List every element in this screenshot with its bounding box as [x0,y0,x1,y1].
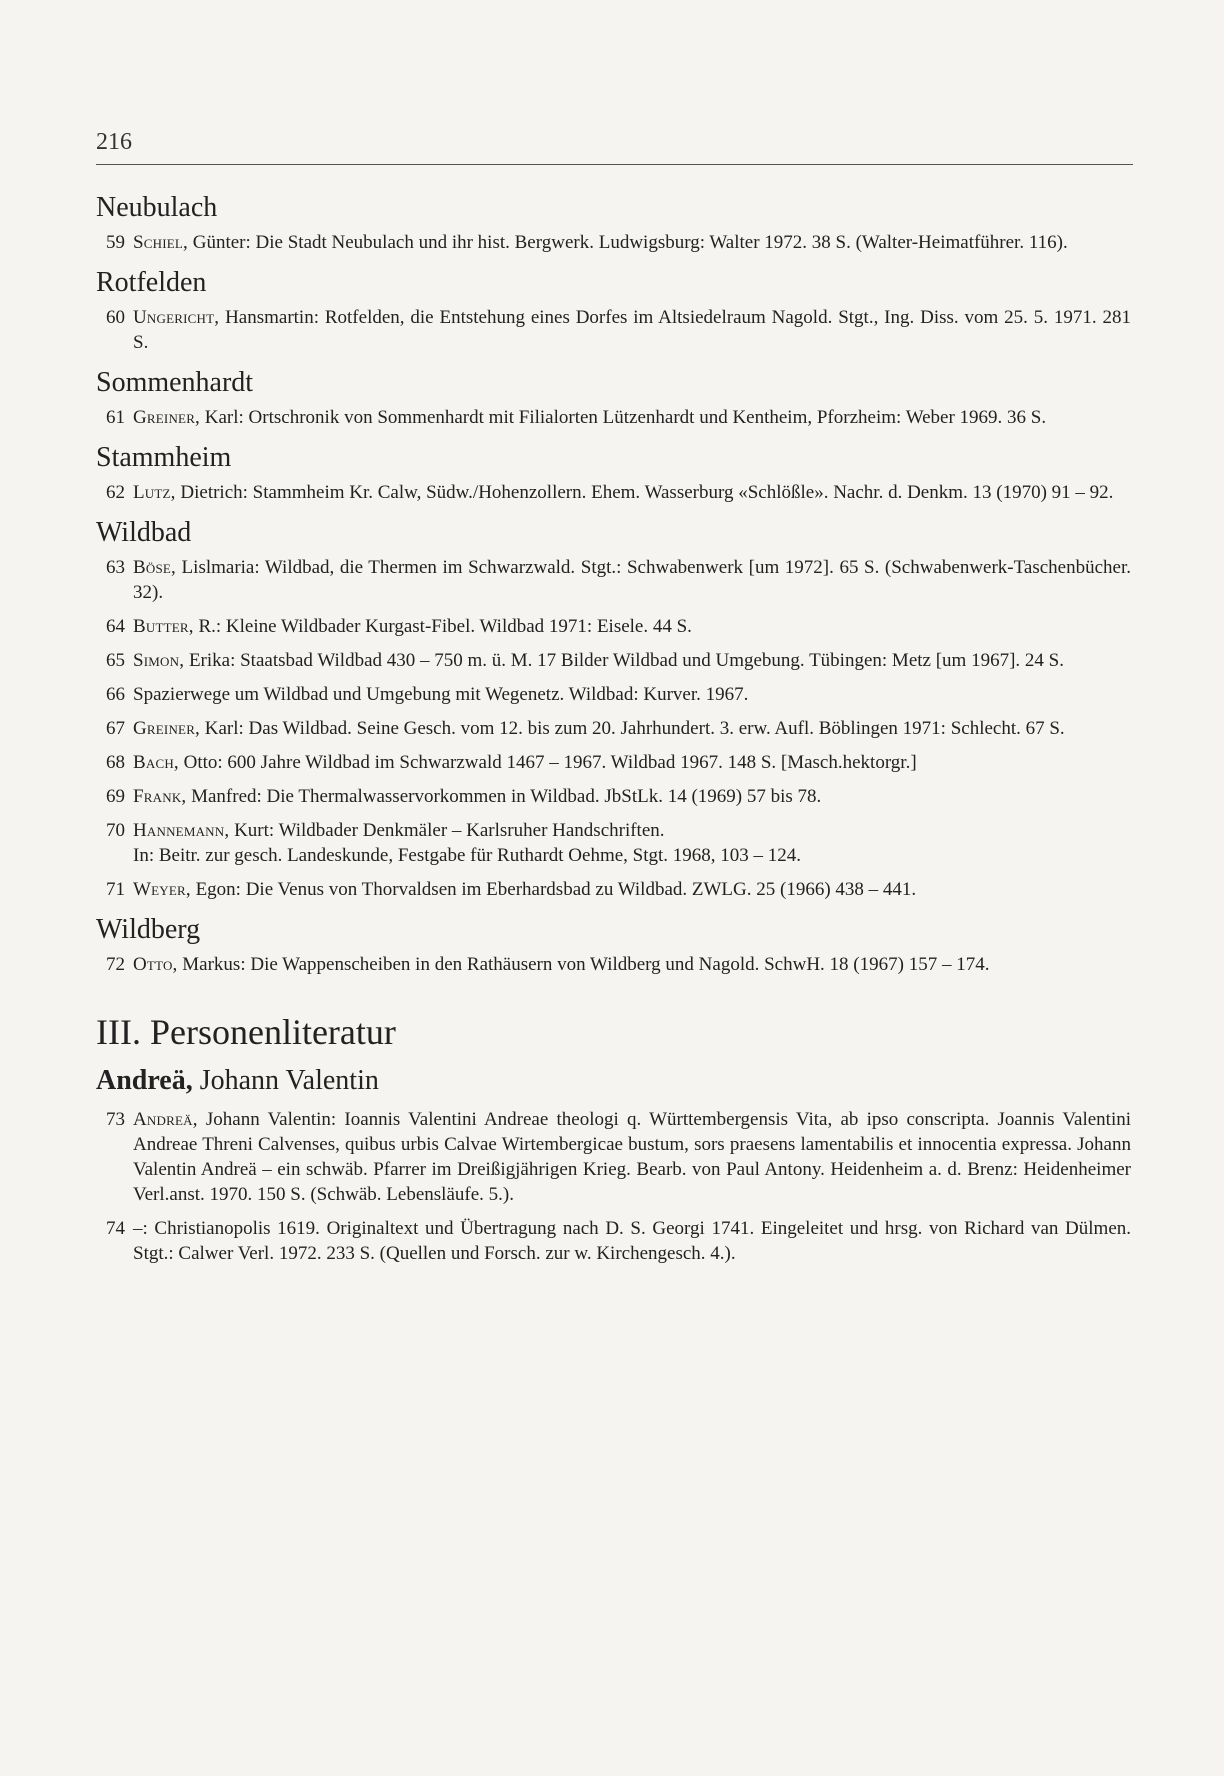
entry-author: Hannemann, [133,820,230,841]
bibliography-entry [96,555,1133,605]
entry-author: Bach, [133,752,179,773]
entry-text: Günter: Die Stadt Neubulach und ihr hist. Bergwerk. Ludwigsburg: Walter 1972. 38 S. (Walter-Heimatführer. 116). [188,232,1068,253]
entry-number: 60 [106,307,125,328]
entry-number: 71 [106,879,125,900]
section-heading: Rotfelden [96,267,207,298]
entry-author: Greiner, [133,407,201,428]
entry-author: Schiel, [133,232,188,253]
bibliography-entry [96,818,1133,868]
bibliography-entry [96,877,1133,902]
section-heading: Neubulach [96,192,218,223]
entry-author: Lutz, [133,482,176,503]
entry-number: 69 [106,786,125,807]
person-given-name: Johann Valentin [192,1065,379,1096]
entry-text: Spazierwege um Wildbad und Umgebung mit Wegenetz. Wildbad: Kurver. 1967. [133,684,749,705]
bibliography-entry [96,648,1133,673]
page-content [96,192,1133,1278]
section-heading: Wildberg [96,914,201,945]
entry-number: 72 [106,954,125,975]
section-neubulach [96,192,1133,255]
section-wildberg [96,914,1133,977]
person-surname: Andreä, [96,1065,193,1096]
entry-number: 62 [106,482,125,503]
entry-author: Greiner, [133,718,201,739]
section-rotfelden [96,267,1133,355]
entry-text: Karl: Ortschronik von Sommenhardt mit Filialorten Lützenhardt und Kentheim, Pforzheim: Weber 1969. 36 S. [200,407,1047,428]
entry-text: Erika: Staatsbad Wildbad 430 – 750 m. ü. M. 17 Bilder Wildbad und Umgebung. Tübingen: Metz [um 1967]. 24 S. [184,650,1064,671]
entry-number: 70 [106,820,125,841]
entry-author: Böse, [133,557,176,578]
bibliography-entry [96,1216,1133,1266]
entry-text: Egon: Die Venus von Thorvaldsen im Eberhardsbad zu Wildbad. ZWLG. 25 (1966) 438 – 441. [190,879,917,900]
entry-number: 61 [106,407,125,428]
entry-number: 64 [106,616,125,637]
entry-author: Andreä, [133,1109,198,1130]
person-heading [96,1065,1133,1097]
entry-text: R.: Kleine Wildbader Kurgast-Fibel. Wildbad 1971: Eisele. 44 S. [193,616,692,637]
entry-number: 67 [106,718,125,739]
section-heading: Wildbad [96,517,192,548]
entry-text: Otto: 600 Jahre Wildbad im Schwarzwald 1467 – 1967. Wildbad 1967. 148 S. [Masch.hektorgr.] [178,752,917,773]
entry-text: –: Christianopolis 1619. Originaltext und Übertragung nach D. S. Georgi 1741. Eingeleitet und hrsg. von Richard van Dülmen. Stgt.: Calwer Verl. 1972. 233 S. (Quellen und Forsch. zur w. Kirchengesch. 4.). [133,1218,1131,1264]
page-header [96,128,1133,165]
section-stammheim [96,442,1133,505]
bibliography-entry [96,750,1133,775]
section-sommenhardt [96,367,1133,430]
bibliography-entry [96,614,1133,639]
entry-text: Lislmaria: Wildbad, die Thermen im Schwarzwald. Stgt.: Schwabenwerk [um 1972]. 65 S. (Schwabenwerk-Taschenbücher. 32). [133,557,1131,603]
bibliography-entry [96,952,1133,977]
entry-author: Simon, [133,650,185,671]
entry-author: Weyer, [133,879,191,900]
entry-number: 68 [106,752,125,773]
entry-number: 73 [106,1109,125,1130]
bibliography-entry [96,682,1133,707]
part-heading: III. Personenliteratur [96,1012,396,1052]
entry-text: Dietrich: Stammheim Kr. Calw, Südw./Hohenzollern. Ehem. Wasserburg «Schlößle». Nachr. d. Denkm. 13 (1970) 91 – 92. [175,482,1114,503]
bibliography-entry [96,784,1133,809]
bibliography-entry [96,305,1133,355]
entry-author: Ungericht, [133,307,220,328]
entry-number: 59 [106,232,125,253]
entry-number: 65 [106,650,125,671]
header-rule [96,164,1133,165]
bibliography-entry [96,405,1133,430]
entry-number: 74 [106,1218,125,1239]
section-wildbad [96,517,1133,902]
entry-text: Johann Valentin: Ioannis Valentini Andreae theologi q. Württembergensis Vita, ab ipso conscripta. Joannis Valentini Andreae Threni Calvenses, quibus urbis Calvae Wirtembergicae bustum, sors praesens lamentabilis et innocentia expressa. Johann Valentin Andreä – ein schwäb. Pfarrer im Dreißigjährigen Krieg. Bearb. von Paul Antony. Heidenheim a. d. Brenz: Heidenheimer Verl.anst. 1970. 150 S. (Schwäb. Lebensläufe. 5.). [133,1109,1131,1205]
section-heading: Stammheim [96,442,232,473]
entry-number: 63 [106,557,125,578]
bibliography-entry [96,480,1133,505]
bibliography-entry [96,716,1133,741]
entry-text: Kurt: Wildbader Denkmäler – Karlsruher Handschriften. In: Beitr. zur gesch. Landeskunde, Festgabe für Ruthardt Oehme, Stgt. 1968, 103 – 124. [133,820,802,866]
entry-text: Karl: Das Wildbad. Seine Gesch. vom 12. bis zum 20. Jahrhundert. 3. erw. Aufl. Böblingen 1971: Schlecht. 67 S. [200,718,1065,739]
bibliography-entry [96,1107,1133,1207]
page-number: 216 [96,129,132,155]
entry-author: Butter, [133,616,194,637]
entry-number: 66 [106,684,125,705]
bibliography-entry [96,230,1133,255]
entry-author: Otto, [133,954,178,975]
entry-author: Frank, [133,786,187,807]
section-heading: Sommenhardt [96,367,254,398]
entry-text: Manfred: Die Thermalwasservorkommen in Wildbad. JbStLk. 14 (1969) 57 bis 78. [186,786,822,807]
entry-text: Markus: Die Wappenscheiben in den Rathäusern von Wildberg und Nagold. SchwH. 18 (1967) 157 – 174. [177,954,990,975]
entry-text: Hansmartin: Rotfelden, die Entstehung eines Dorfes im Altsiedelraum Nagold. Stgt., Ing. Diss. vom 25. 5. 1971. 281 S. [133,307,1131,353]
